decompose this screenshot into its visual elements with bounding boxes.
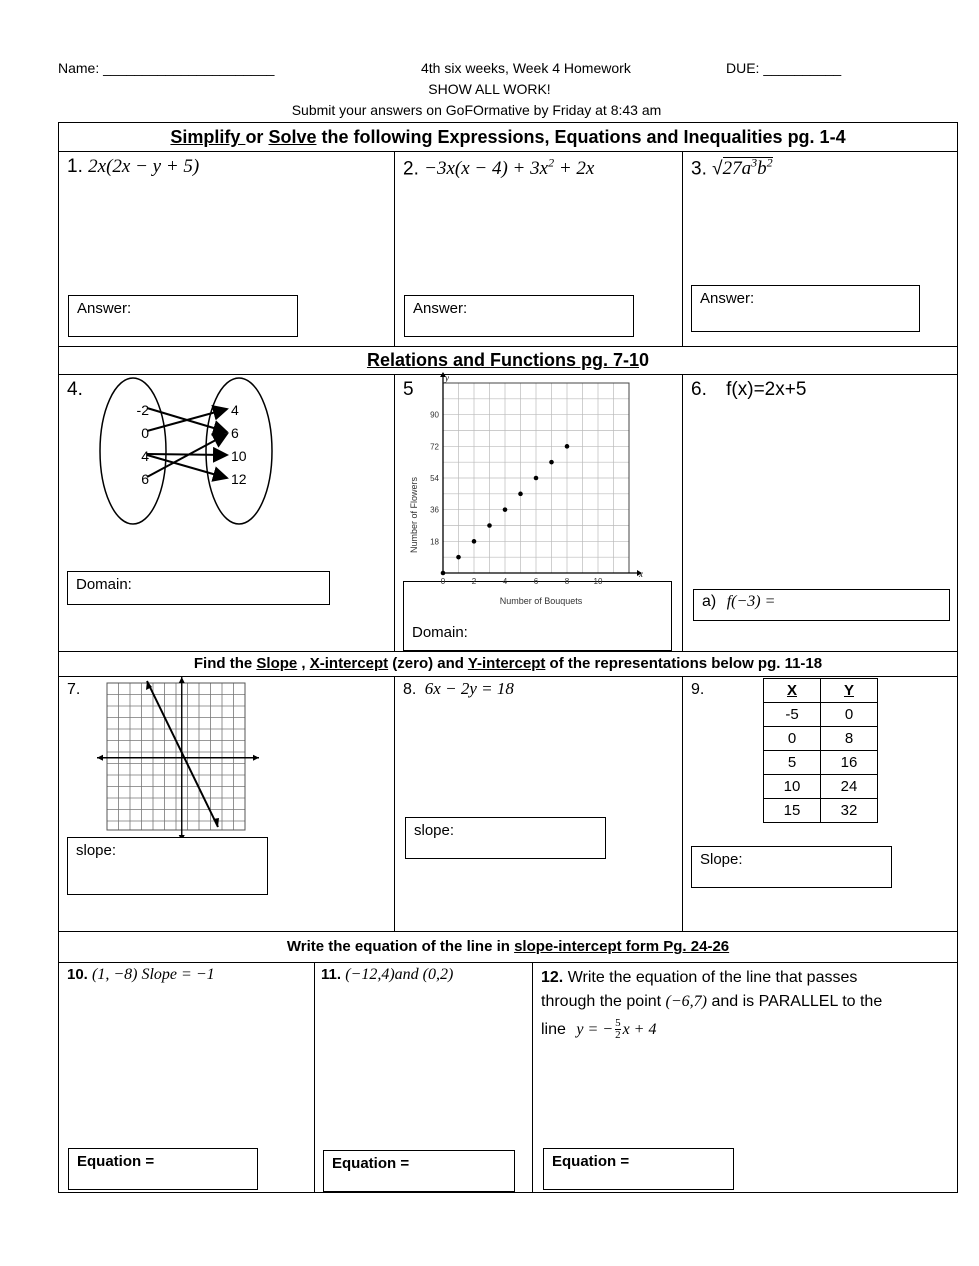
q6a-expression: f(−3) = <box>726 593 776 610</box>
section-simplify-header <box>58 122 958 152</box>
due-field[interactable]: DUE: __________ <box>726 60 842 76</box>
range-value: 12 <box>231 471 247 487</box>
q8-cell <box>394 676 683 932</box>
q1-expression: 2x(2x − y + 5) <box>88 156 200 177</box>
section-equation-header: Write the equation of the line in slope-intercept form Pg. 24-26 <box>58 931 958 963</box>
q10-equation-box[interactable] <box>68 1148 258 1190</box>
data-point <box>441 571 446 576</box>
equation-label: Equation = <box>552 1153 630 1170</box>
q12-equation-box[interactable] <box>543 1148 734 1190</box>
q4-domain-box[interactable] <box>67 571 330 605</box>
slope-word: Slope <box>256 655 298 672</box>
q3-expression: $27a^3b^2$ <box>722 156 773 180</box>
q11-cell <box>314 962 533 1193</box>
y-axis-letter: y <box>445 373 449 383</box>
data-point <box>565 444 570 449</box>
table-row: 10 24 <box>764 775 878 799</box>
table-row: 15 32 <box>764 799 878 823</box>
q9-slope-box[interactable] <box>691 846 892 888</box>
q2-number: 2. <box>403 158 419 180</box>
line-arrow <box>213 818 219 827</box>
y-tick-label: 72 <box>430 442 439 452</box>
q1-answer-box[interactable] <box>68 295 298 337</box>
x-intercept-word: X-intercept <box>309 655 389 672</box>
q12-prompt: 12. Write the equation of the line that passes through the point (−6,7) and is PARALLEL to the line y = − $\frac{5}{2}$ x + 4 <box>541 969 883 1042</box>
q1-number: 1. <box>67 156 83 177</box>
x-tick-label: 2 <box>471 577 477 586</box>
q5-number: 5 <box>403 379 414 400</box>
flowers-scatter-chart <box>407 375 657 607</box>
solve-word: Solve <box>268 127 317 147</box>
slope-intercept-title: slope-intercept form Pg. 24-26 <box>514 938 730 955</box>
x-axis-arrow <box>253 755 259 761</box>
q10-cell <box>58 962 315 1193</box>
x-axis-letter: x <box>639 569 643 579</box>
q12-cell <box>532 962 958 1193</box>
q6-cell <box>682 374 958 652</box>
q7-slope-box[interactable] <box>67 837 268 895</box>
q11-equation-box[interactable] <box>323 1150 515 1192</box>
q2-answer-box[interactable] <box>404 295 634 337</box>
range-value: 4 <box>231 402 239 418</box>
q8-equation: 6x − 2y = 18 <box>424 679 514 698</box>
x-axis-arrow <box>97 755 103 761</box>
domain-label: Domain: <box>76 576 132 593</box>
y-tick-label: 90 <box>430 410 439 420</box>
data-point <box>487 523 492 528</box>
x-tick-label: 8 <box>564 577 570 586</box>
data-point <box>456 555 461 560</box>
x-axis-label: Number of Bouquets <box>499 596 583 606</box>
q11-number: 11. <box>321 966 342 983</box>
q10-number: 10. <box>67 966 88 983</box>
or-word: or <box>245 127 264 147</box>
x-header: X <box>764 679 821 703</box>
q4-number: 4. <box>67 379 83 400</box>
q6-function: f(x)=2x+5 <box>726 379 807 400</box>
y-header: Y <box>821 679 878 703</box>
xy-table <box>763 678 878 823</box>
slope-label: slope: <box>414 822 455 839</box>
q8-slope-box[interactable] <box>405 817 606 859</box>
q11-given: (−12,4)and (0,2) <box>345 966 454 983</box>
show-work-note: SHOW ALL WORK! <box>428 81 551 97</box>
answer-label: Answer: <box>700 290 755 307</box>
section-slope-header: Find the Slope , X-intercept (zero) and Y-intercept of the representations below pg. 11-18 <box>58 651 958 677</box>
name-field[interactable]: Name: ______________________ <box>58 60 275 76</box>
section1-rest: the following Expressions, Equations and Inequalities pg. 1-4 <box>321 127 846 147</box>
table-row: 0 8 <box>764 727 878 751</box>
q5-cell <box>394 374 683 652</box>
data-point <box>534 476 539 481</box>
q7-number: 7. <box>67 681 81 698</box>
y-tick-label: 54 <box>430 474 439 483</box>
q8-number: 8. <box>403 681 417 698</box>
answer-label: Answer: <box>77 300 132 317</box>
slope-label: slope: <box>76 842 117 859</box>
q3-cell <box>682 151 958 347</box>
table-row: -5 0 <box>764 703 878 727</box>
q9-number: 9. <box>691 681 705 698</box>
range-value: 10 <box>231 448 247 464</box>
y-intercept-word: Y-intercept <box>467 655 546 672</box>
y-axis-label: Number of Flowers <box>409 476 419 554</box>
mapping-arrow <box>147 455 227 478</box>
q1-cell <box>58 151 395 347</box>
q2-cell <box>394 151 683 347</box>
q10-given: (1, −8) Slope = −1 <box>92 966 215 983</box>
graphed-line <box>147 681 218 827</box>
domain-value: 4 <box>141 448 149 464</box>
y-tick-label: 36 <box>430 505 439 515</box>
data-point <box>472 539 477 544</box>
submit-note: Submit your answers on GoFOrmative by Friday at 8:43 am <box>291 102 662 118</box>
table-row: 5 16 <box>764 751 878 775</box>
equation-label: Equation = <box>332 1155 410 1172</box>
domain-value: 6 <box>141 471 149 487</box>
x-tick-label: 0 <box>440 577 446 586</box>
q7-cell <box>58 676 395 932</box>
page-title: 4th six weeks, Week 4 Homework <box>421 60 631 76</box>
domain-value: 0 <box>141 425 149 441</box>
q6a-answer-box[interactable] <box>693 589 950 621</box>
simplify-word: Simplify <box>170 127 246 147</box>
q6a-label: a) <box>702 593 717 610</box>
q4-cell <box>58 374 395 652</box>
q6-number: 6. <box>691 379 707 400</box>
q9-cell <box>682 676 958 932</box>
slope-label: Slope: <box>700 851 743 868</box>
x-tick-label: 6 <box>533 577 539 586</box>
range-value: 6 <box>231 425 239 441</box>
sqrt-symbol: √ <box>712 158 723 180</box>
x-tick-label: 4 <box>502 577 508 586</box>
q3-answer-box[interactable] <box>691 285 920 332</box>
domain-value: -2 <box>136 402 149 418</box>
y-axis-arrow <box>179 677 185 683</box>
y-tick-label: 18 <box>430 537 439 547</box>
data-point <box>503 507 508 512</box>
line-graph <box>94 677 274 842</box>
data-point <box>518 492 523 497</box>
q2-expression: $-3x(x - 4) + 3x^2 + 2x$ <box>424 156 595 180</box>
table-header-row <box>764 679 878 703</box>
domain-label: Domain: <box>412 624 468 641</box>
data-point <box>549 460 554 465</box>
relations-title: Relations and Functions pg. 7-1 <box>366 350 639 370</box>
relations-title-end: 0 <box>639 350 650 370</box>
answer-label: Answer: <box>413 300 468 317</box>
equation-label: Equation = <box>77 1153 155 1170</box>
section-relations-header <box>58 346 958 375</box>
x-tick-label: 10 <box>593 577 603 586</box>
q3-number: 3. <box>691 158 707 180</box>
